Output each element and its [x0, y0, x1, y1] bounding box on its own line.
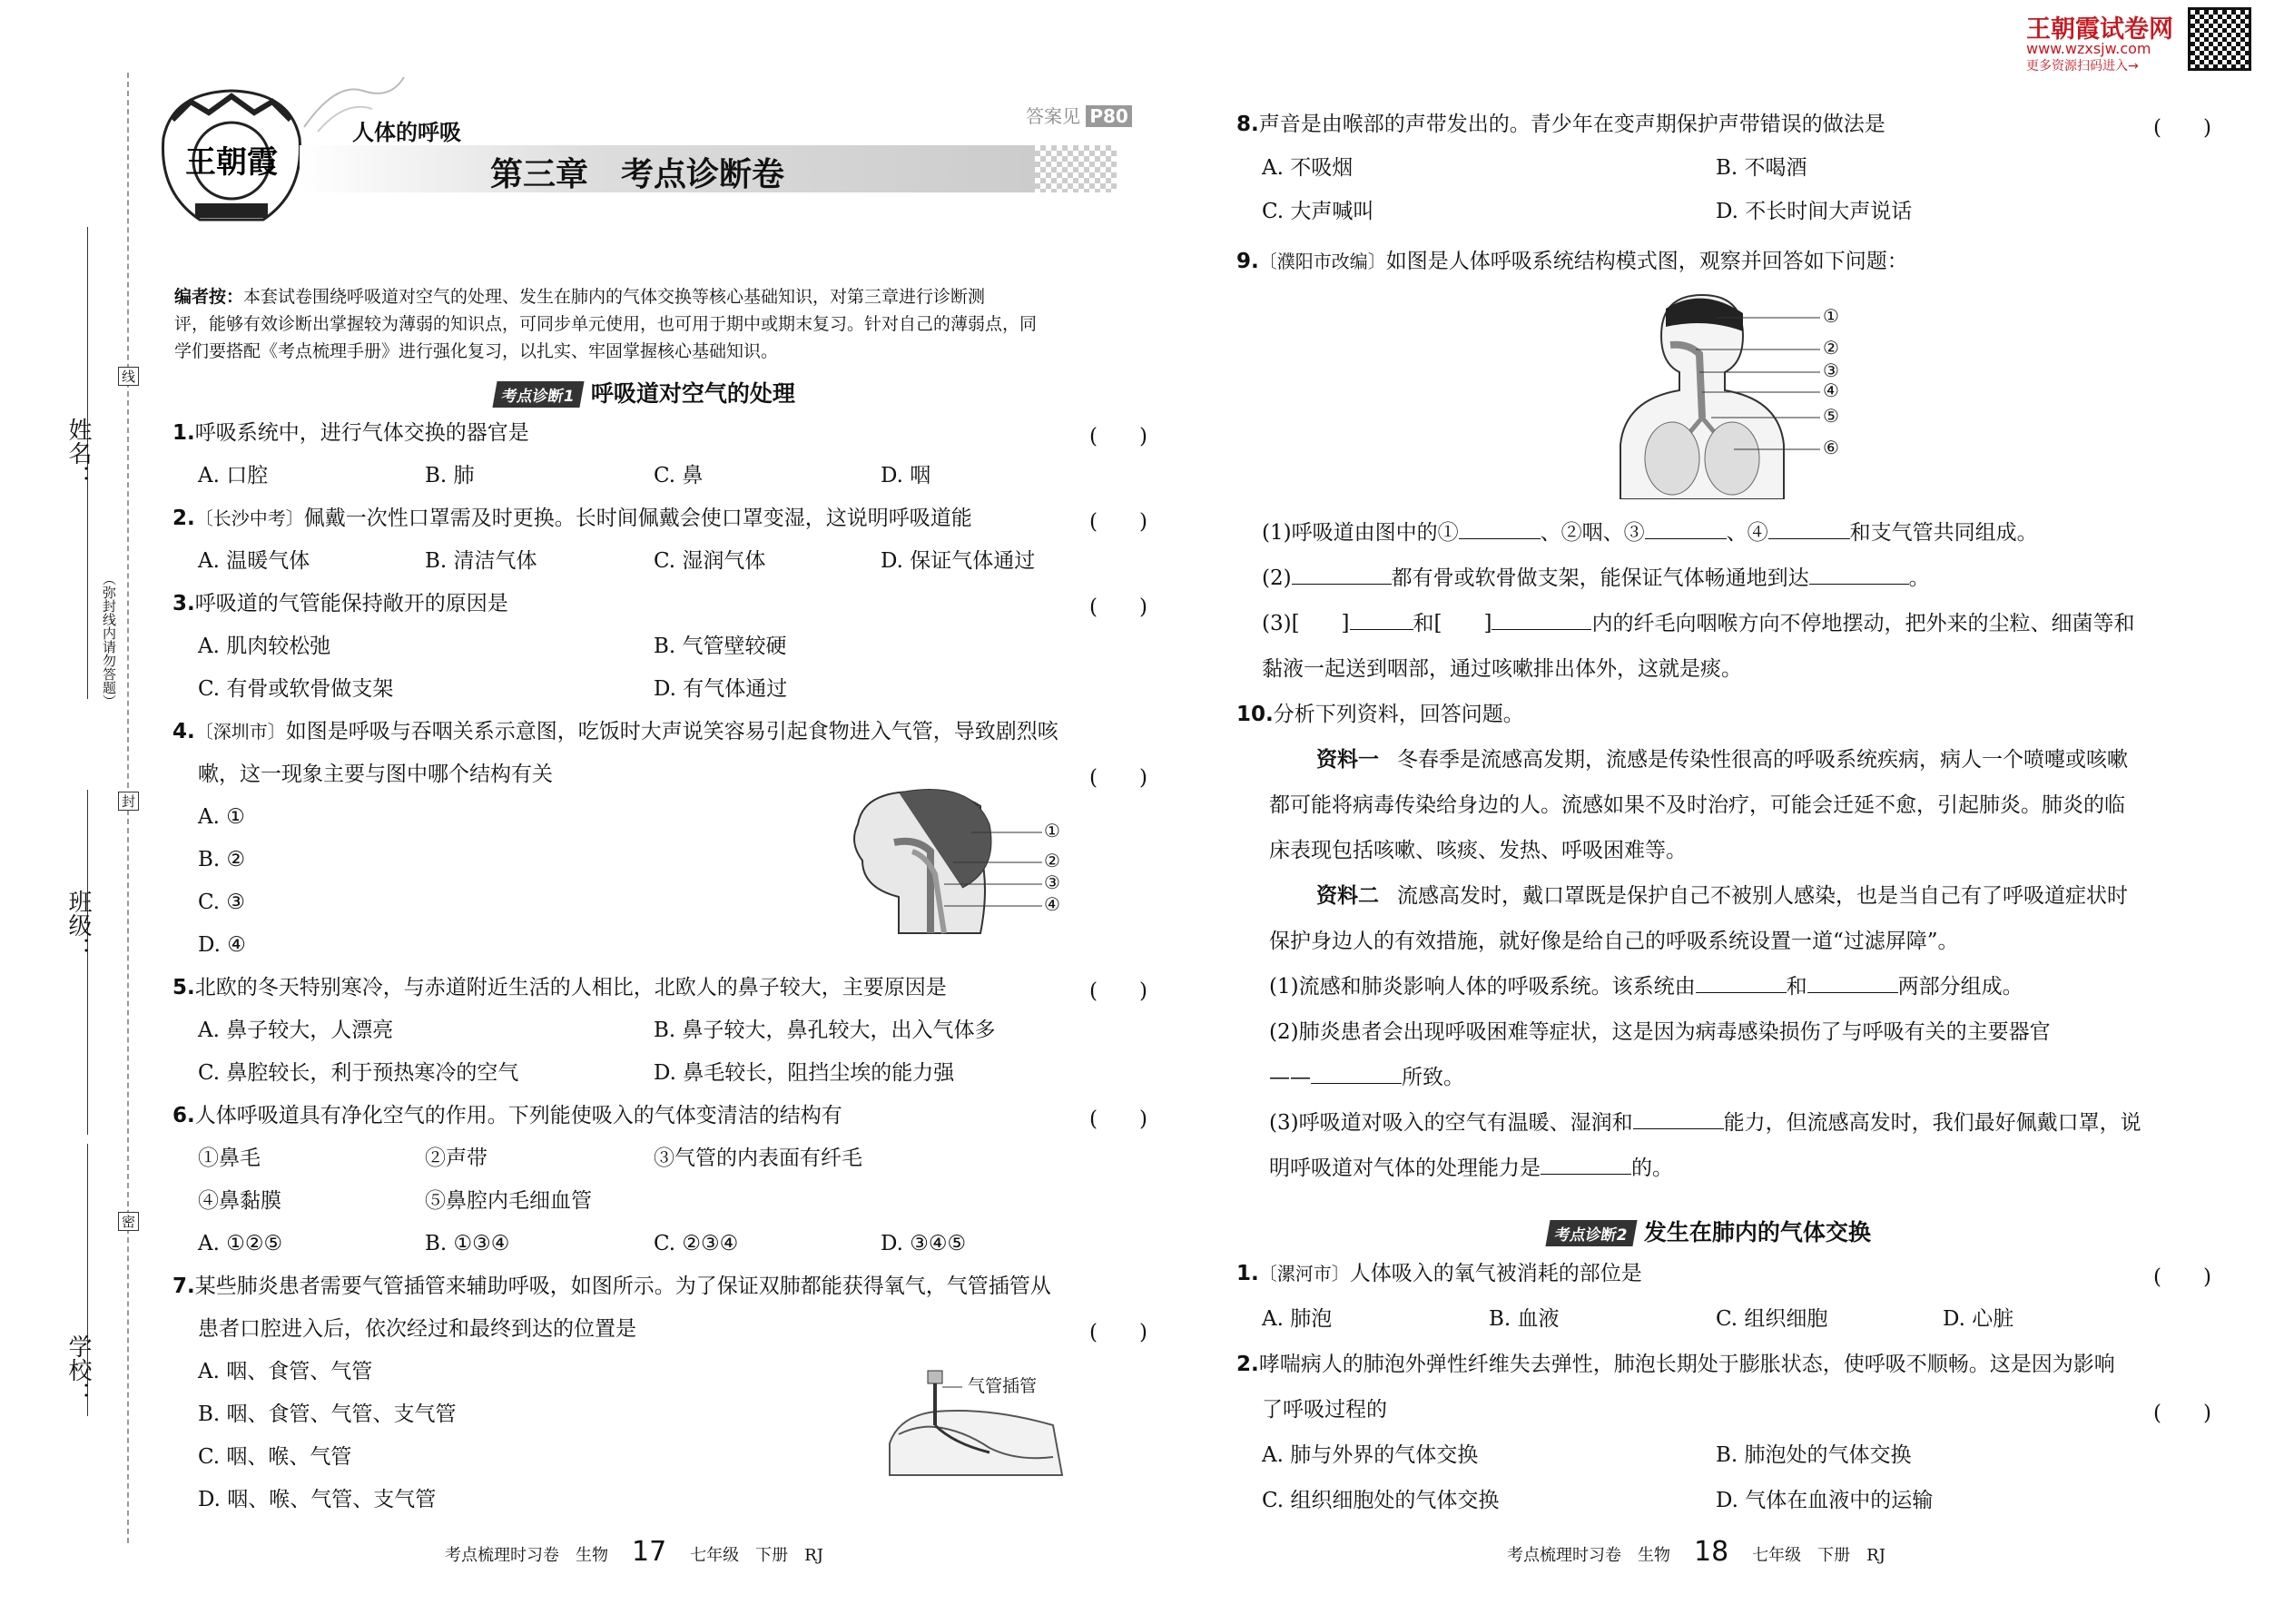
- fill-blank[interactable]: [1696, 992, 1787, 993]
- q10-sub-1: (1)流感和肺炎影响人体的呼吸系统。该系统由 和 两部分组成。: [1269, 975, 2023, 999]
- fill-blank[interactable]: [1292, 584, 1392, 585]
- question-1: 1.呼吸系统中，进行气体交换的器官是: [172, 421, 529, 445]
- answer-reference: [1026, 102, 1132, 128]
- editor-note: [174, 283, 1155, 365]
- answer-paren[interactable]: ( ): [1089, 766, 1147, 790]
- option[interactable]: A. 肺与外界的气体交换: [1262, 1443, 1479, 1467]
- answer-paren[interactable]: ( ): [1089, 425, 1147, 448]
- seal-note: （弥封线内请勿答题）: [101, 572, 117, 708]
- answer-paren[interactable]: ( ): [1089, 1321, 1147, 1344]
- option[interactable]: D. 保证气体通过: [881, 549, 1036, 573]
- question-10: 10.分析下列资料，回答问题。: [1236, 703, 1524, 726]
- option[interactable]: D. 咽、喉、气管、支气管: [198, 1488, 437, 1511]
- fill-blank[interactable]: [1311, 1083, 1402, 1084]
- section-heading-1: [495, 376, 795, 408]
- option[interactable]: B. 清洁气体: [425, 549, 537, 573]
- q10-sub-3-cont: 明呼吸道对气体的处理能力是 的。: [1269, 1156, 1673, 1180]
- sec2-question-2: 2.哮喘病人的肺泡外弹性纤维失去弹性，肺泡长期处于膨胀状态，使呼吸不顺畅。这是因为影响: [1236, 1353, 2115, 1376]
- margin-rule: [87, 790, 88, 1135]
- option[interactable]: A. ①②⑤: [198, 1232, 283, 1255]
- fig9-label: ⑥: [1823, 437, 1839, 458]
- q9-sub-3: (3)[ ] 和[ ] 内的纤毛向咽喉方向不停地摆动，把外来的尘粒、细菌等和: [1262, 612, 2135, 635]
- question-3: 3.呼吸道的气管能保持敞开的原因是: [172, 592, 508, 615]
- footer-left: [445, 1536, 823, 1568]
- option[interactable]: B. 肺泡处的气体交换: [1716, 1443, 1912, 1467]
- option[interactable]: D. ④: [198, 933, 246, 957]
- name-label: 姓名：: [64, 418, 92, 488]
- brand-logo: [154, 84, 309, 229]
- fill-blank[interactable]: [1541, 1174, 1631, 1175]
- fill-blank[interactable]: [1645, 538, 1727, 539]
- question-2: 2.〔长沙中考〕佩戴一次性口罩需及时更换。长时间佩戴会使口罩变湿，这说明呼吸道能: [172, 507, 972, 530]
- fill-blank[interactable]: [1350, 629, 1413, 630]
- option[interactable]: A. 温暖气体: [198, 549, 310, 573]
- fig4-label: ③: [1044, 871, 1060, 893]
- fig9-label: ④: [1823, 379, 1839, 401]
- option[interactable]: C. ③: [198, 891, 246, 914]
- footer-grade: 七年级 下册 RJ: [1752, 1546, 1885, 1565]
- answer-page: P80: [1086, 105, 1132, 127]
- statement-item: ④鼻黏膜: [198, 1189, 281, 1213]
- option[interactable]: A. 口腔: [198, 464, 269, 487]
- option[interactable]: D. 咽: [881, 464, 931, 487]
- seal-mark-line: 线: [118, 367, 139, 386]
- editor-note-line: 学们要搭配《考点梳理手册》进行强化复习，以扎实、牢固掌握核心基础知识。: [174, 341, 779, 361]
- seal-mark-seal: 封: [118, 792, 139, 811]
- seal-mark-secret: 密: [118, 1212, 139, 1231]
- q10-sub-2: (2)肺炎患者会出现呼吸困难等症状，这是因为病毒感染损伤了与呼吸有关的主要器官: [1269, 1020, 2051, 1044]
- question-8: 8.声音是由喉部的声带发出的。青少年在变声期保护声带错误的做法是: [1236, 113, 1885, 136]
- fill-blank[interactable]: [1492, 629, 1591, 630]
- answer-paren[interactable]: ( ): [1089, 1107, 1147, 1131]
- fill-blank[interactable]: [1809, 584, 1909, 585]
- option[interactable]: B. ②: [198, 848, 246, 871]
- question-9: 9.〔濮阳市改编〕如图是人体呼吸系统结构模式图，观察并回答如下问题：: [1236, 250, 1908, 273]
- option[interactable]: B. 鼻子较大，鼻孔较大，出入气体多: [654, 1019, 996, 1042]
- brand-name: 王朝霞: [185, 144, 278, 181]
- fig9-label: ③: [1823, 359, 1839, 381]
- fill-blank[interactable]: [1633, 1128, 1724, 1129]
- q10-sub-2-cont: —— 所致。: [1269, 1066, 1464, 1089]
- answer-paren[interactable]: ( ): [2153, 116, 2211, 140]
- option[interactable]: C. 组织细胞处的气体交换: [1262, 1489, 1500, 1512]
- option[interactable]: C. 鼻腔较长，利于预热寒冷的空气: [198, 1061, 519, 1085]
- sec2-question-2-cont: 了呼吸过程的: [1262, 1398, 1387, 1422]
- option[interactable]: B. 肺: [425, 464, 475, 487]
- material-2: 资料二 流感高发时，戴口罩既是保护自己不被别人感染，也是当自己有了呼吸道症状时: [1316, 884, 2128, 908]
- question-4-cont: 嗽，这一现象主要与图中哪个结构有关: [198, 763, 553, 786]
- statement-item: ②声带: [425, 1147, 487, 1170]
- option[interactable]: B. 咽、食管、气管、支气管: [198, 1403, 457, 1426]
- checker-decoration: [1035, 145, 1117, 192]
- footer-series: 考点梳理时习卷 生物: [445, 1546, 608, 1565]
- material-1-line: 床表现包括咳嗽、咳痰、发热、呼吸困难等。: [1269, 839, 1687, 862]
- footer-right: [1507, 1536, 1885, 1568]
- option[interactable]: C. ②③④: [654, 1232, 739, 1255]
- option[interactable]: D. 不长时间大声说话: [1716, 200, 1913, 223]
- q9-sub-3-cont: 黏液一起送到咽部，通过咳嗽排出体外，这就是痰。: [1262, 657, 1742, 681]
- answer-ref-label: 答案见: [1026, 105, 1080, 127]
- option[interactable]: B. ①③④: [425, 1232, 510, 1255]
- section-title: 呼吸道对空气的处理: [590, 380, 795, 407]
- section-badge: 考点诊断2: [1545, 1220, 1637, 1246]
- figure-respiratory-system: [1616, 290, 1843, 499]
- fig9-label: ②: [1823, 337, 1839, 359]
- page-number: 18: [1694, 1536, 1729, 1568]
- editor-note-line: 本套试卷围绕呼吸道对空气的处理、发生在肺内的气体交换等核心基础知识，对第三章进行诊断测: [243, 287, 986, 307]
- option[interactable]: A. 咽、食管、气管: [198, 1360, 373, 1383]
- figure-label: 气管插管: [968, 1376, 1038, 1396]
- fig4-label: ④: [1044, 893, 1060, 915]
- fig9-label: ⑤: [1823, 405, 1839, 427]
- qr-code-icon[interactable]: [2188, 7, 2251, 71]
- q9-sub-2: (2) 都有骨或软骨做支架，能保证气体畅通地到达 。: [1262, 566, 1930, 590]
- option[interactable]: B. 气管壁较硬: [654, 635, 787, 658]
- sec2-question-1: 1.〔漯河市〕人体吸入的氧气被消耗的部位是: [1236, 1262, 1642, 1285]
- section-heading-2: [1548, 1215, 1871, 1247]
- fig9-label: ①: [1823, 305, 1839, 327]
- q9-sub-1: (1)呼吸道由图中的① 、②咽、③ 、④ 和支气管共同组成。: [1262, 521, 2038, 545]
- answer-paren[interactable]: ( ): [2153, 1402, 2211, 1425]
- page-title: 第三章 考点诊断卷: [490, 156, 785, 193]
- answer-paren[interactable]: ( ): [2153, 1265, 2211, 1289]
- question-4: 4.〔深圳市〕如图是呼吸与吞咽关系示意图，吃饭时大声说笑容易引起食物进入气管，导致剧烈咳: [172, 720, 1058, 743]
- site-title: 王朝霞试卷网: [2026, 15, 2173, 44]
- fill-blank[interactable]: [1459, 538, 1541, 539]
- footer-series: 考点梳理时习卷 生物: [1507, 1546, 1670, 1565]
- class-label: 班级：: [64, 890, 92, 960]
- option[interactable]: D. ③④⑤: [881, 1232, 967, 1255]
- question-7-cont: 患者口腔进入后，依次经过和最终到达的位置是: [198, 1317, 636, 1341]
- option[interactable]: A. 鼻子较大，人漂亮: [198, 1019, 394, 1042]
- fill-blank[interactable]: [1768, 538, 1850, 539]
- option[interactable]: C. 湿润气体: [654, 549, 766, 573]
- option[interactable]: C. 鼻: [654, 464, 704, 487]
- option[interactable]: B. 不喝酒: [1716, 156, 1807, 180]
- answer-paren[interactable]: ( ): [1089, 510, 1147, 534]
- option[interactable]: D. 鼻毛较长，阻挡尘埃的能力强: [654, 1061, 955, 1085]
- question-7: 7.某些肺炎患者需要气管插管来辅助呼吸，如图所示。为了保证双肺都能获得氧气，气管插管从: [172, 1275, 1051, 1298]
- footer-grade: 七年级 下册 RJ: [690, 1546, 823, 1565]
- question-5: 5.北欧的冬天特别寒冷，与赤道附近生活的人相比，北欧人的鼻子较大，主要原因是: [172, 976, 947, 999]
- q10-sub-3: (3)呼吸道对吸入的空气有温暖、湿润和 能力，但流感高发时，我们最好佩戴口罩，说: [1269, 1111, 2141, 1135]
- subject-name: 人体的呼吸: [352, 119, 461, 145]
- statement-item: ③气管的内表面有纤毛: [654, 1147, 862, 1170]
- page-number: 17: [632, 1536, 667, 1568]
- option[interactable]: C. 咽、喉、气管: [198, 1445, 352, 1469]
- question-6: 6.人体呼吸道具有净化空气的作用。下列能使吸入的气体变清洁的结构有: [172, 1104, 842, 1127]
- option[interactable]: C. 有骨或软骨做支架: [198, 677, 394, 701]
- option[interactable]: D. 心脏: [1943, 1307, 2014, 1331]
- answer-paren[interactable]: ( ): [1089, 979, 1147, 1003]
- editor-note-line: 评，能够有效诊断出掌握较为薄弱的知识点，可同步单元使用，也可用于期中或期末复习。针对自己的薄弱点，同: [174, 314, 1038, 334]
- material-2-line: 保护身边人的有效措施，就好像是给自己的呼吸系统设置一道“过滤屏障”。: [1269, 930, 1959, 953]
- option[interactable]: C. 组织细胞: [1716, 1307, 1828, 1331]
- statement-item: ⑤鼻腔内毛细血管: [425, 1189, 592, 1213]
- section-title: 发生在肺内的气体交换: [1643, 1219, 1871, 1245]
- site-note: 更多资源扫码进入→: [2026, 59, 2139, 74]
- section-badge: 考点诊断1: [492, 381, 584, 408]
- option[interactable]: A. 肺泡: [1262, 1307, 1333, 1331]
- option[interactable]: C. 大声喊叫: [1262, 200, 1374, 223]
- option[interactable]: D. 有气体通过: [654, 677, 788, 701]
- fig4-label: ②: [1044, 850, 1060, 871]
- site-url[interactable]: www.wzxsjw.com: [2026, 40, 2151, 57]
- option[interactable]: B. 血液: [1489, 1307, 1560, 1331]
- material-1: 资料一 冬春季是流感高发期，流感是传染性很高的呼吸系统疾病，病人一个喷嚏或咳嗽: [1316, 748, 2128, 772]
- school-label: 学校：: [64, 1334, 92, 1405]
- option[interactable]: A. 不吸烟: [1262, 156, 1354, 180]
- answer-paren[interactable]: ( ): [1089, 595, 1147, 619]
- fig4-label: ①: [1044, 820, 1060, 842]
- option[interactable]: D. 气体在血液中的运输: [1716, 1489, 1934, 1512]
- statement-item: ①鼻毛: [198, 1147, 261, 1170]
- fill-blank[interactable]: [1807, 992, 1898, 993]
- option[interactable]: A. 肌肉较松弛: [198, 635, 331, 658]
- material-1-line: 都可能将病毒传染给身边的人。流感如果不及时治疗，可能会迁延不愈，引起肺炎。肺炎的临: [1269, 793, 2125, 817]
- editor-note-label: 编者按：: [174, 287, 244, 307]
- option[interactable]: A. ①: [198, 805, 245, 829]
